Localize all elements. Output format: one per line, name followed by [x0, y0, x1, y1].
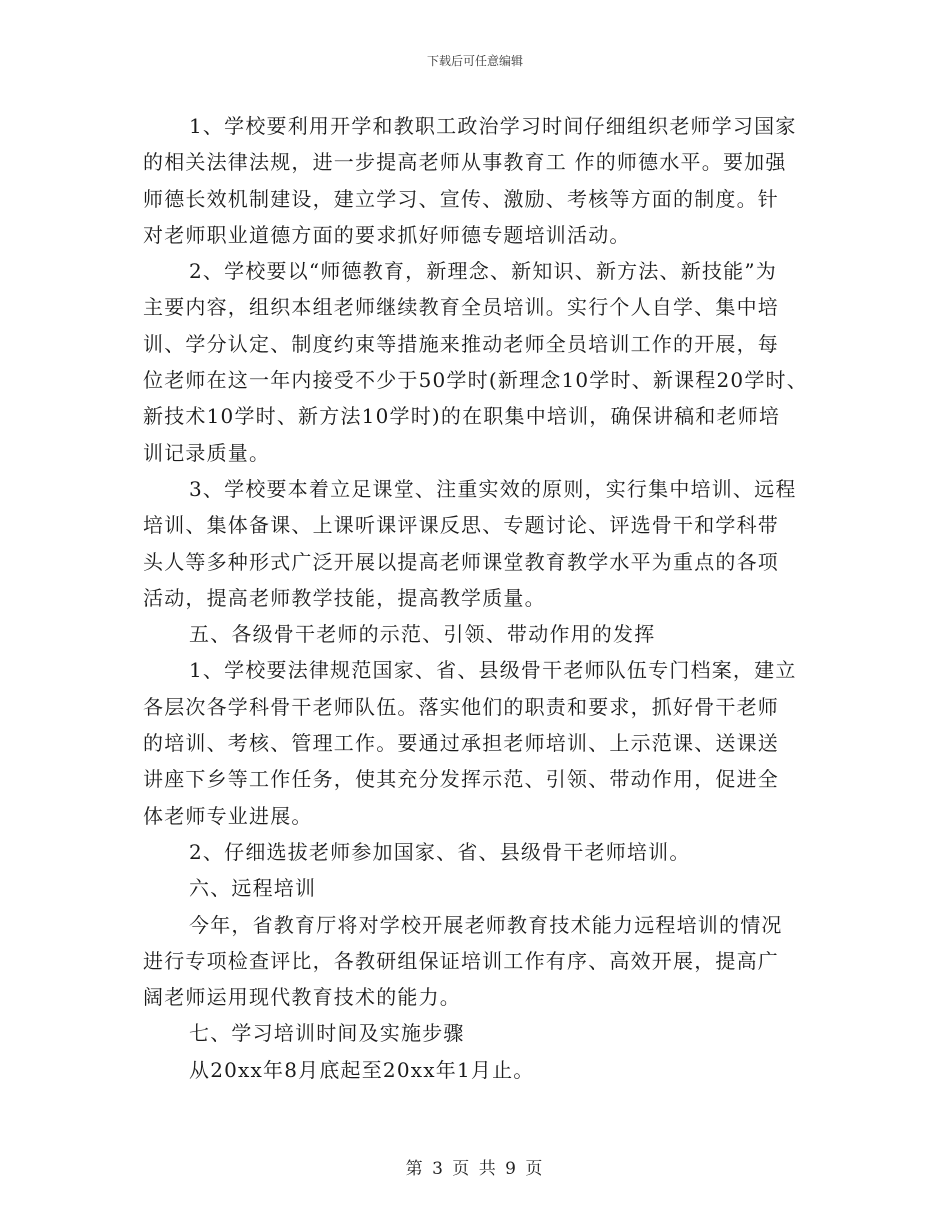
text-line: 进行专项检查评比，各教研组保证培训工作有序、高效开展，提高广 — [143, 948, 779, 973]
text-line: 的相关法律法规，进一步提高老师从事教育工 作的师德水平。要加强 — [143, 150, 787, 175]
text-line: 训记录质量。 — [143, 440, 271, 465]
text-line: 头人等多种形式广泛开展以提高老师课堂教育教学水平为重点的各项 — [143, 549, 779, 574]
text-line: 1、学校要利用开学和教职工政治学习时间仔细组织老师学习国家 — [189, 114, 797, 138]
text-line: 体老师专业进展。 — [143, 803, 313, 828]
text-line: 五、各级骨干老师的示范、引领、带动作用的发挥 — [189, 622, 656, 647]
text-line: 2、仔细选拔老师参加国家、省、县级骨干老师培训。 — [189, 839, 691, 864]
text-line: 位老师在这一年内接受不少于50学时(新理念10学时、新课程20学时、 — [143, 368, 808, 393]
text-line: 培训、集体备课、上课听课评课反思、专题讨论、评选骨干和学科带 — [143, 513, 779, 538]
page-header: 下载后可任意编辑 — [426, 54, 523, 68]
text-line: 阔老师运用现代教育技术的能力。 — [143, 985, 461, 1010]
text-line: 今年，省教育厅将对学校开展老师教育技术能力远程培训的情况 — [189, 912, 783, 937]
document-body — [143, 108, 818, 1088]
text-line: 新技术10学时、新方法10学时)的在职集中培训，确保讲稿和老师培 — [143, 404, 781, 429]
text-line: 对老师职业道德方面的要求抓好师德专题培训活动。 — [143, 222, 631, 247]
text-line: 2、学校要以“师德教育，新理念、新知识、新方法、新技能”为 — [189, 259, 777, 284]
text-line: 六、远程培训 — [189, 876, 317, 901]
text-line: 七、学习培训时间及实施步骤 — [189, 1021, 465, 1046]
text-line: 训、学分认定、制度约束等措施来推动老师全员培训工作的开展，每 — [143, 331, 779, 356]
text-line: 1、学校要法律规范国家、省、县级骨干老师队伍专门档案，建立 — [189, 658, 797, 683]
text-line: 主要内容，组织本组老师继续教育全员培训。实行个人自学、集中培 — [143, 295, 779, 320]
text-line: 从20xx年8月底起至20xx年1月止。 — [189, 1057, 535, 1082]
text-line: 的培训、考核、管理工作。要通过承担老师培训、上示范课、送课送 — [143, 731, 779, 756]
text-line: 师德长效机制建设，建立学习、宣传、激励、考核等方面的制度。针 — [143, 186, 779, 211]
text-line: 活动，提高老师教学技能，提高教学质量。 — [143, 585, 546, 610]
text-line: 各层次各学科骨干老师队伍。落实他们的职责和要求，抓好骨干老师 — [143, 694, 779, 719]
text-line: 3、学校要本着立足课堂、注重实效的原则，实行集中培训、远程 — [189, 476, 797, 501]
page-footer-page-number: 第 3 页 共 9 页 — [405, 1159, 545, 1179]
text-line: 讲座下乡等工作任务，使其充分发挥示范、引领、带动作用，促进全 — [143, 767, 779, 792]
